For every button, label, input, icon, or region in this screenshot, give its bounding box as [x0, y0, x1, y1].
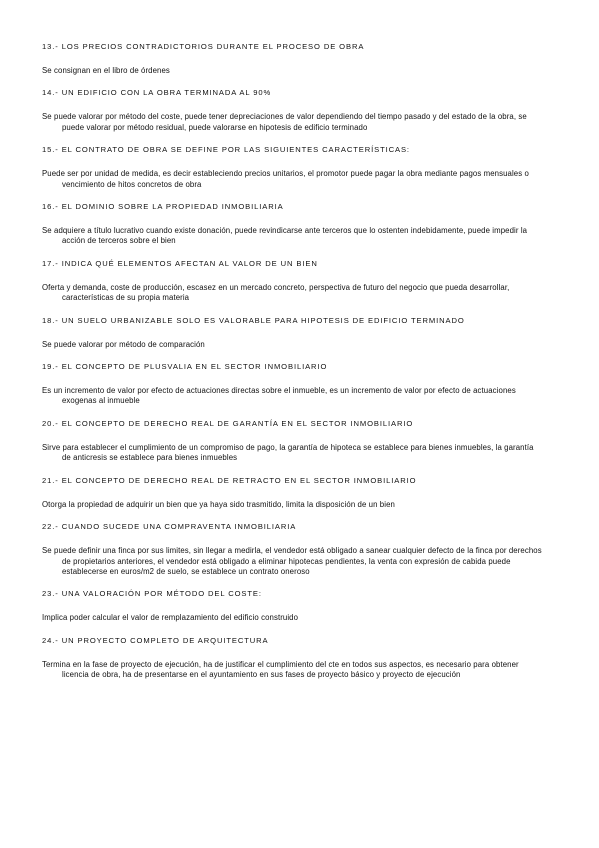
question-18	[42, 316, 542, 350]
question-15	[42, 145, 542, 190]
question-20	[42, 419, 542, 464]
question-answer: Puede ser por unidad de medida, es decir estableciendo precios unitarios, el promotor puede pagar la obra mediante pagos mensuales o vencimiento de hitos concretos de obra	[42, 169, 529, 189]
question-heading: 21.- EL CONCEPTO DE DERECHO REAL DE RETRACTO EN EL SECTOR INMOBILIARIO	[42, 475, 417, 485]
question-19	[42, 362, 542, 407]
question-answer: Se puede valorar por método de comparación	[42, 339, 205, 349]
question-answer: Se puede valorar por método del coste, puede tener depreciaciones de valor dependiendo del tiempo pasado y del estado de la obra, se puede valorar por método residual, puede valorarse en hipotesis de edificio terminado	[42, 112, 527, 132]
question-heading: 15.- EL CONTRATO DE OBRA SE DEFINE POR LAS SIGUIENTES CARACTERÍSTICAS:	[42, 145, 410, 155]
question-answer: Implica poder calcular el valor de remplazamiento del edificio construido	[42, 613, 299, 623]
question-heading: 20.- EL CONCEPTO DE DERECHO REAL DE GARANTÍA EN EL SECTOR INMOBILIARIO	[42, 418, 414, 428]
question-24	[42, 636, 542, 681]
question-answer: Se consignan en el libro de órdenes	[42, 66, 170, 75]
question-answer: Termina en la fase de proyecto de ejecución, ha de justificar el cumplimiento del cte en todos sus aspectos, es necesario para obtener licencia de obra, ha de presentarse en el ayuntamiento en sus fases de proyecto básico y proyecto de ejecución	[42, 659, 519, 680]
question-heading: 18.- UN SUELO URBANIZABLE SOLO ES VALORABLE PARA HIPOTESIS DE EDIFICIO TERMINADO	[42, 315, 465, 325]
question-22	[42, 522, 542, 577]
question-heading: 17.- INDICA QUÉ ELEMENTOS AFECTAN AL VALOR DE UN BIEN	[42, 258, 318, 268]
question-answer: Sirve para establecer el cumplimiento de un compromiso de pago, la garantía de hipoteca se establece para bienes inmuebles, la garantía de anticresis se establece para bienes inmuebles	[42, 442, 534, 463]
question-14	[42, 88, 542, 133]
question-13	[42, 42, 542, 76]
question-answer: Se puede definir una finca por sus limites, sin llegar a medirla, el vendedor está obligado a sanear cualquier defecto de la finca por derechos de propietarios anteriores, el vendedor está obligado a eliminar hipotecas pendientes, la venta con expresión de cabida puede establecerse en euros/m2 de suelo, se establece un contrato oneroso	[42, 546, 542, 576]
question-heading: 13.- LOS PRECIOS CONTRADICTORIOS DURANTE EL PROCESO DE OBRA	[42, 42, 365, 51]
question-heading: 14.- UN EDIFICIO CON LA OBRA TERMINADA AL 90%	[42, 88, 272, 98]
question-16	[42, 202, 542, 247]
question-heading: 24.- UN PROYECTO COMPLETO DE ARQUITECTURA	[42, 635, 269, 645]
question-answer: Es un incremento de valor por efecto de actuaciones directas sobre el inmueble, es un incremento de valor por efecto de actuaciones exogenas al inmueble	[42, 386, 516, 406]
question-heading: 16.- EL DOMINIO SOBRE LA PROPIEDAD INMOBILIARIA	[42, 202, 284, 212]
question-heading: 23.- UNA VALORACIÓN POR MÉTODO DEL COSTE:	[42, 589, 262, 599]
question-17	[42, 259, 542, 304]
question-answer: Oferta y demanda, coste de producción, escasez en un mercado concreto, perspectiva de futuro del negocio que pueda desarrollar, características de su propia materia	[42, 282, 510, 303]
document-page	[42, 42, 542, 693]
question-answer: Se adquiere a título lucrativo cuando existe donación, puede revindicarse ante terceros que lo ostenten indebidamente, puede impedir la acción de terceros sobre el bien	[42, 226, 528, 246]
question-23	[42, 589, 542, 623]
question-21	[42, 476, 542, 510]
question-heading: 22.- CUANDO SUCEDE UNA COMPRAVENTA INMOBILIARIA	[42, 522, 297, 532]
question-answer: Otorga la propiedad de adquirir un bien que ya haya sido trasmitido, limita la disposición de un bien	[42, 499, 395, 509]
question-heading: 19.- EL CONCEPTO DE PLUSVALIA EN EL SECTOR INMOBILIARIO	[42, 362, 328, 372]
